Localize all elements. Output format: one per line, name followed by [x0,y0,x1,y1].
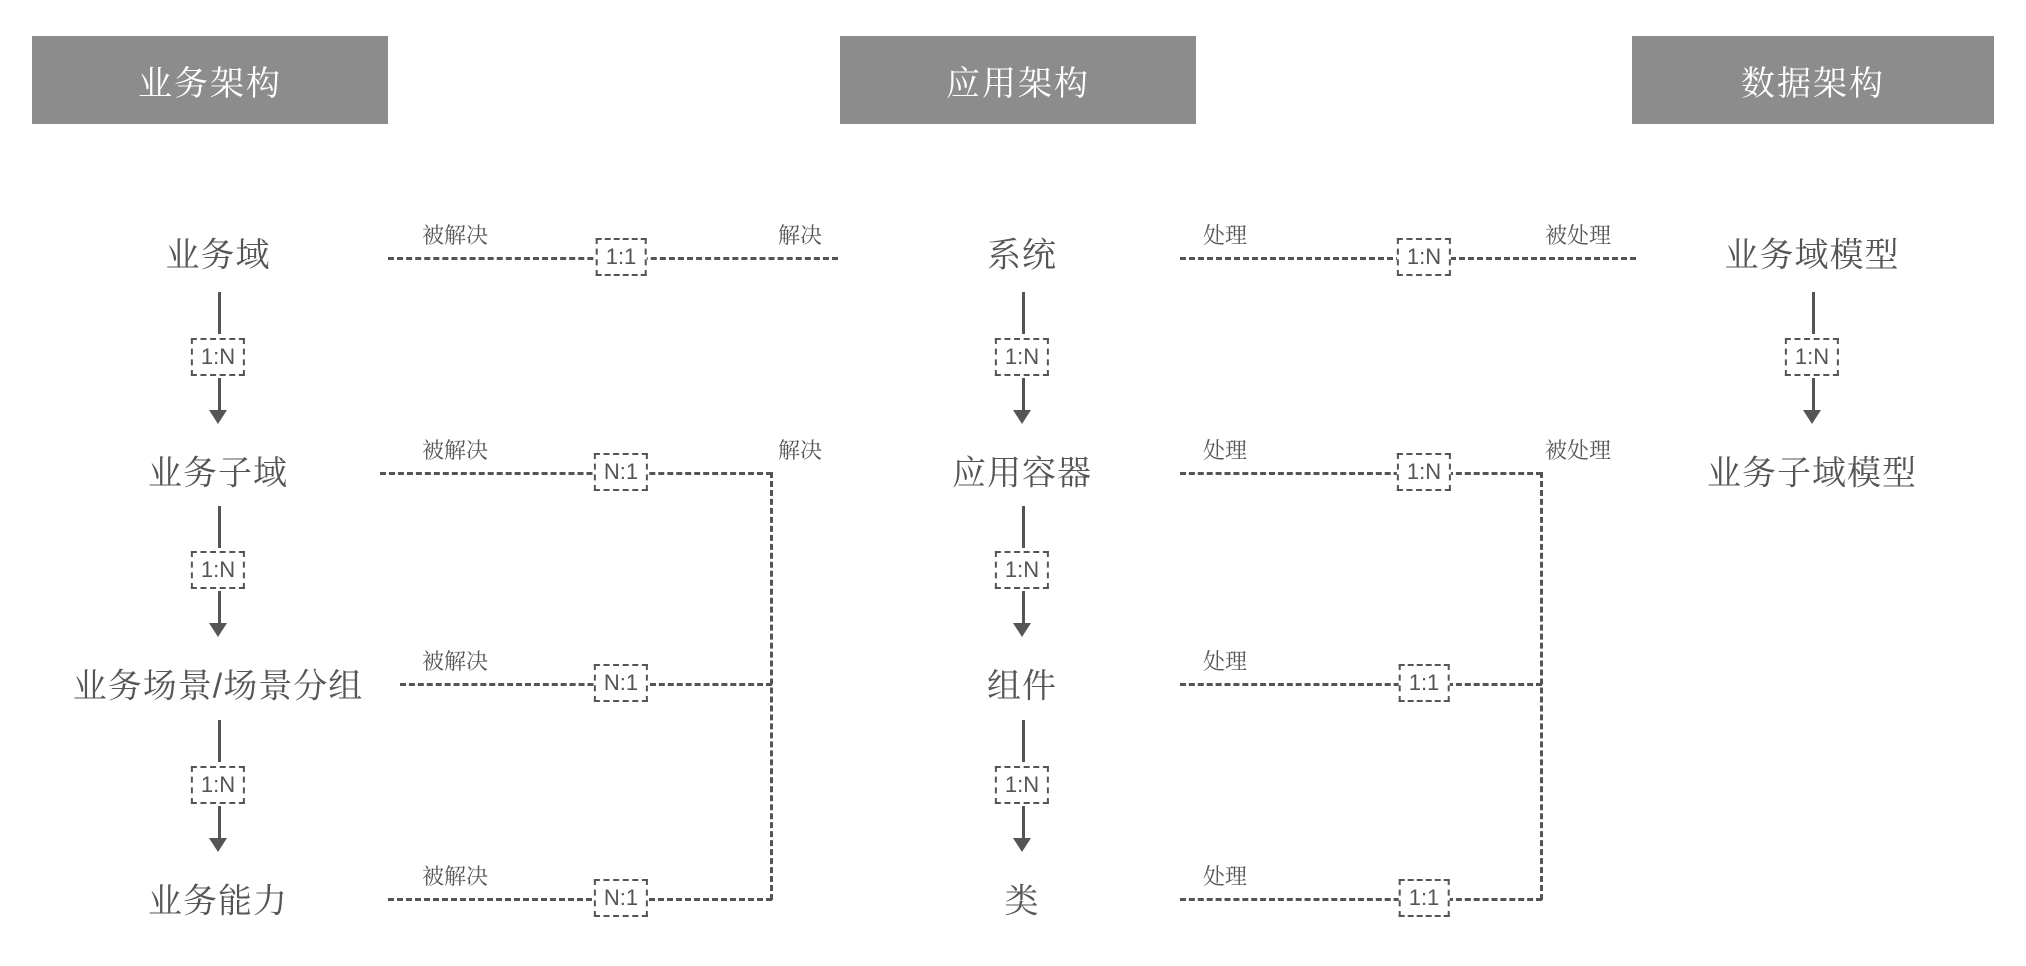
cardinality-11-class-model [1399,879,1450,917]
arrow-head [209,838,227,852]
cardinality-1n-system-model [1397,238,1451,276]
relation-label-right: 被处理 [1544,223,1612,248]
connector-line [218,591,221,627]
cardinality-label: 1:1 [1408,885,1440,910]
node-application-container [952,446,1092,495]
arrow-head [1803,410,1821,424]
cardinality-label: 1:N [200,772,236,797]
cardinality-n1-capability [594,879,648,917]
relation-label-left: 处理 [1202,223,1248,248]
cardinality-label: 1:N [1406,459,1442,484]
cardinality-label: N:1 [603,459,639,484]
node-business-subdomain [148,446,288,495]
relation-label-left: 处理 [1202,438,1248,463]
cardinality-label: 1:N [1004,557,1040,582]
node-business-subdomain-model [1707,446,1917,495]
node-business-capability [148,874,288,923]
node-label: 业务场景/场景分组 [72,667,364,706]
node-label: 组件 [987,667,1057,706]
cardinality-1n-domainmodel-subdomainmodel [1785,338,1839,376]
connector-line [218,292,221,334]
section-banner-label: 数据架构 [1741,64,1885,103]
node-business-domain [166,228,271,277]
connector-line [1022,378,1025,414]
relation-line [1180,683,1542,686]
connector-line [218,806,221,842]
relation-label-left: 被解决 [421,649,489,674]
cardinality-11-component-model [1399,664,1450,702]
cardinality-label: 1:N [1794,344,1830,369]
connector-line [218,378,221,414]
relation-label-left: 被解决 [421,223,489,248]
node-label: 类 [1004,882,1040,921]
node-label: 应用容器 [952,454,1092,493]
relation-label-right: 被处理 [1544,438,1612,463]
connector-line [218,506,221,548]
node-business-scenario [73,659,363,708]
connector-line [1812,292,1815,334]
section-banner-label: 应用架构 [946,64,1090,103]
relation-line [1180,472,1542,475]
relation-line [1180,898,1542,901]
node-label: 业务子域 [148,454,288,493]
relation-label-left: 被解决 [421,864,489,889]
connector-line [1022,806,1025,842]
cardinality-1n-container-component [995,551,1049,589]
arrow-head [1013,623,1031,637]
node-component [987,659,1057,708]
node-system [987,228,1057,277]
cardinality-label: 1:N [1004,772,1040,797]
connector-line [1022,506,1025,548]
connector-line [1812,378,1815,414]
arrow-head [1013,838,1031,852]
arrow-head [1013,410,1031,424]
relation-label-right: 解决 [777,223,823,248]
section-banner-application [840,36,1196,124]
relation-label-left: 处理 [1202,864,1248,889]
cardinality-label: 1:N [200,557,236,582]
relation-label-left: 被解决 [421,438,489,463]
relation-label-right: 解决 [777,438,823,463]
cardinality-1n-bd-bsd [191,338,245,376]
connector-line [1022,591,1025,627]
section-banner-data [1632,36,1994,124]
cardinality-label: 1:N [1406,244,1442,269]
cardinality-label: N:1 [603,670,639,695]
cardinality-label: N:1 [603,885,639,910]
relation-label-left: 处理 [1202,649,1248,674]
cardinality-1n-bsc-bc [191,766,245,804]
node-class [1005,874,1040,923]
cardinality-n1-scenario [594,664,648,702]
node-business-domain-model [1725,228,1900,277]
cardinality-label: 1:N [1004,344,1040,369]
section-banner-label: 业务架构 [138,64,282,103]
relation-line [380,472,772,475]
section-banner-business [32,36,388,124]
connector-line [1022,292,1025,334]
relation-bus-line [1540,472,1543,900]
relation-bus-line [770,472,773,900]
cardinality-label: 1:1 [1408,670,1440,695]
relation-line [400,683,772,686]
node-label: 业务能力 [148,882,288,921]
cardinality-1n-system-container [995,338,1049,376]
arrow-head [209,623,227,637]
cardinality-label: 1:1 [605,244,637,269]
cardinality-11-domain-system [596,238,647,276]
relation-line [388,898,772,901]
connector-line [1022,720,1025,762]
node-label: 系统 [987,236,1057,275]
node-label: 业务域 [165,236,271,275]
cardinality-label: 1:N [200,344,236,369]
node-label: 业务子域模型 [1707,454,1917,493]
connector-line [218,720,221,762]
arrow-head [209,410,227,424]
cardinality-1n-bsd-bsc [191,551,245,589]
cardinality-n1-subdomain [594,453,648,491]
cardinality-1n-container-model [1397,453,1451,491]
node-label: 业务域模型 [1724,236,1900,275]
cardinality-1n-component-class [995,766,1049,804]
